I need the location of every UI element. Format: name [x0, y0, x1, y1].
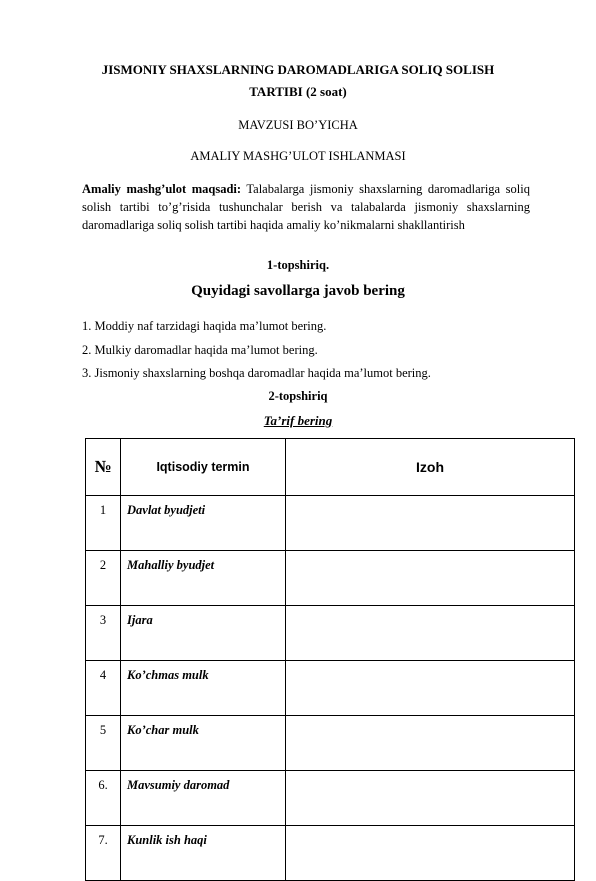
goal-text: Talabalarga jismoniy shaxslarning daromadlariga soliq solish tartibi to’g’risida tushunchalar berish va talabalarda jismoniy shaxslarning daromadlariga soliq solish tartibi haqida amaliy ko’nikmalarni shakllantirish — [82, 182, 530, 232]
table-row — [86, 606, 575, 661]
row-number: 2 — [86, 551, 121, 606]
table-header-row — [86, 439, 575, 496]
row-izoh-cell[interactable] — [286, 716, 575, 771]
row-term: Mavsumiy daromad — [121, 771, 286, 826]
row-term: Ijara — [121, 606, 286, 661]
task2-title-text: Ta’rif bering — [263, 413, 333, 428]
document-subtitle-type: AMALIY MASHG’ULOT ISHLANMASI — [190, 149, 406, 163]
task2-label: 2-topshiriq — [268, 389, 328, 403]
row-number: 3 — [86, 606, 121, 661]
task1-title: Quyidagi savollarga javob bering — [191, 283, 405, 299]
task1-label: 1-topshiriq. — [266, 258, 330, 272]
row-izoh-cell[interactable] — [286, 771, 575, 826]
row-number: 6. — [86, 771, 121, 826]
column-header-izoh: Izoh — [286, 439, 575, 496]
task2-title — [0, 412, 596, 430]
question-item-1: 1. Moddiy naf tarzidagi haqida ma’lumot bering. — [82, 319, 327, 333]
table-row — [86, 771, 575, 826]
row-term: Mahalliy byudjet — [121, 551, 286, 606]
row-number: 1 — [86, 496, 121, 551]
row-term: Kunlik ish haqi — [121, 826, 286, 881]
row-number: 5 — [86, 716, 121, 771]
document-title-line2: TARTIBI (2 soat) — [249, 84, 347, 99]
question-item-2: 2. Mulkiy daromadlar haqida ma’lumot bering. — [82, 343, 318, 357]
column-header-number: № — [86, 439, 121, 496]
table-row — [86, 551, 575, 606]
table-row — [86, 716, 575, 771]
row-izoh-cell[interactable] — [286, 551, 575, 606]
row-izoh-cell[interactable] — [286, 826, 575, 881]
table-row — [86, 661, 575, 716]
row-term: Ko’chmas mulk — [121, 661, 286, 716]
document-title-line1: JISMONIY SHAXSLARNING DAROMADLARIGA SOLIQ SOLISH — [101, 62, 495, 77]
row-izoh-cell[interactable] — [286, 661, 575, 716]
row-term: Davlat byudjeti — [121, 496, 286, 551]
row-term: Ko’char mulk — [121, 716, 286, 771]
row-izoh-cell[interactable] — [286, 606, 575, 661]
table-row — [86, 496, 575, 551]
table-row — [86, 826, 575, 881]
terms-table — [85, 438, 575, 881]
question-item-3: 3. Jismoniy shaxslarning boshqa daromadlar haqida ma’lumot bering. — [82, 366, 431, 380]
document-subtitle-topic: MAVZUSI BO’YICHA — [238, 118, 358, 132]
goal-paragraph — [82, 180, 530, 234]
goal-label: Amaliy mashg’ulot maqsadi: — [82, 182, 242, 196]
row-izoh-cell[interactable] — [286, 496, 575, 551]
row-number: 7. — [86, 826, 121, 881]
column-header-term: Iqtisodiy termin — [121, 439, 286, 496]
row-number: 4 — [86, 661, 121, 716]
